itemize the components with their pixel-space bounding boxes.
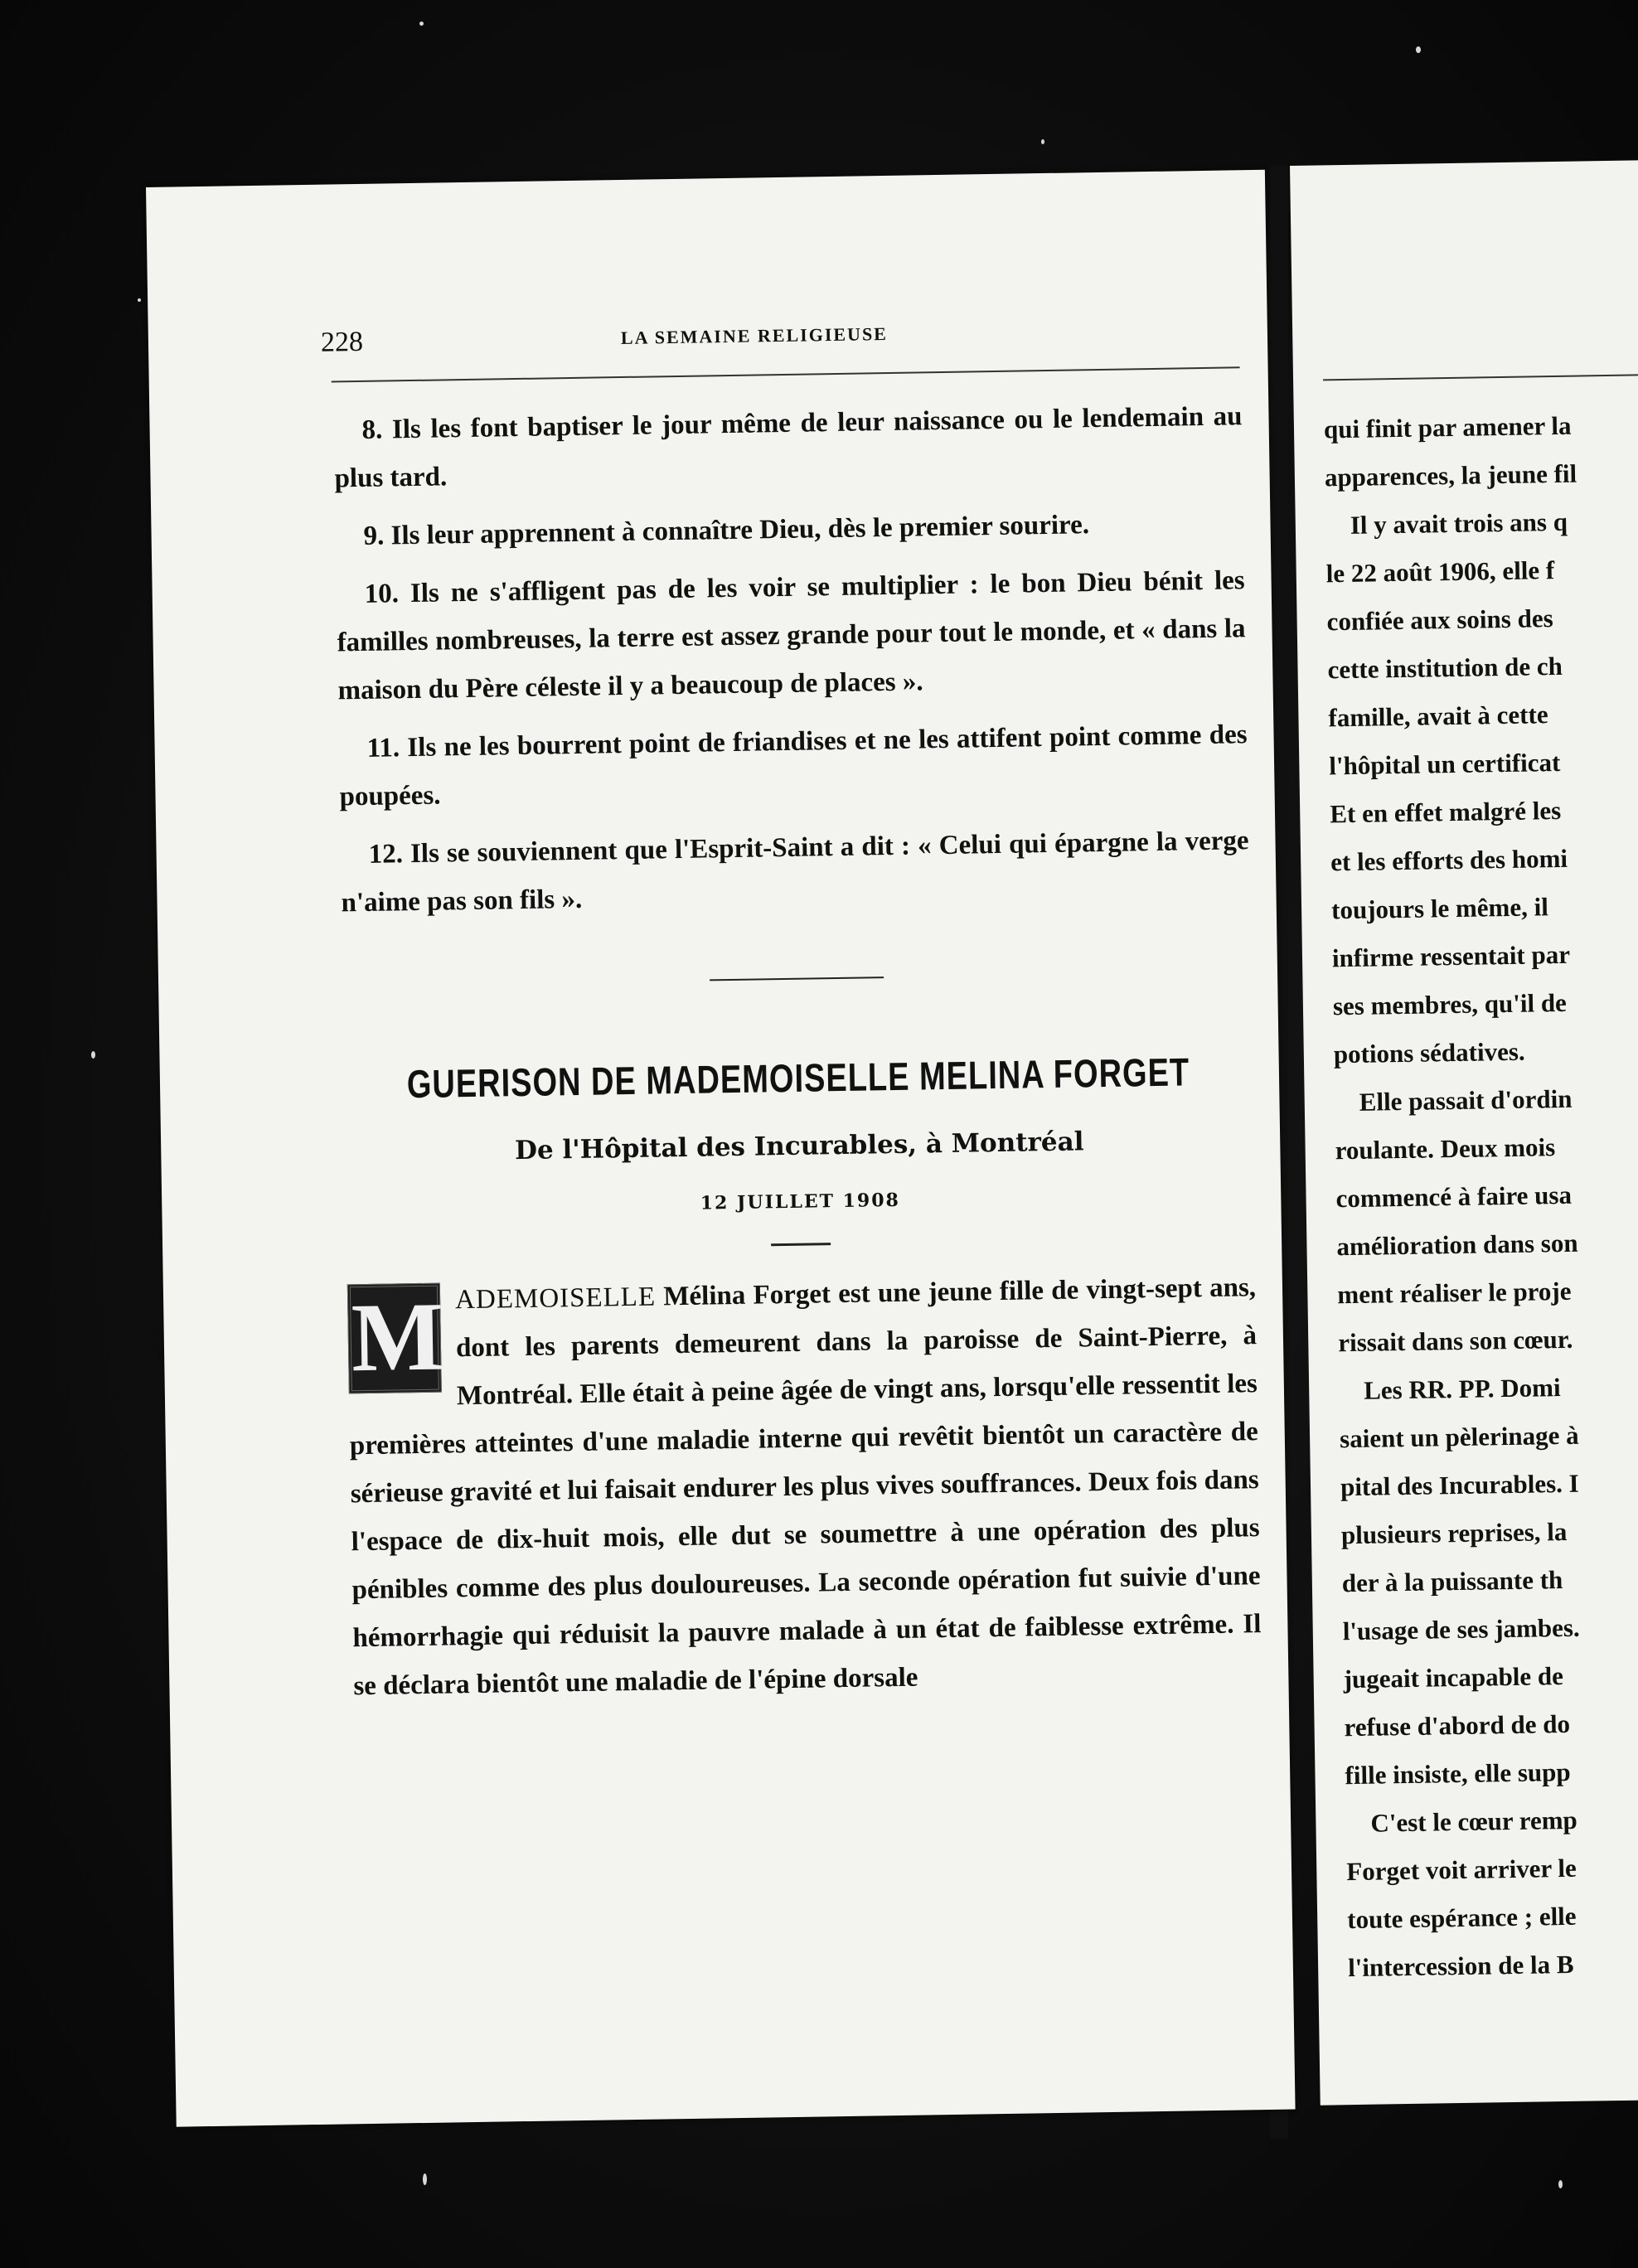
- right-page-line: et les efforts des homi: [1330, 843, 1568, 877]
- right-page-line: roulante. Deux mois: [1335, 1132, 1556, 1166]
- section-separator: [710, 976, 884, 981]
- right-page-line: l'hôpital un certificat: [1329, 747, 1561, 781]
- right-page-line: Forget voit arriver le: [1346, 1853, 1577, 1887]
- right-page-line: fille insiste, elle supp: [1345, 1757, 1571, 1791]
- right-page-line: Elle passait d'ordin: [1359, 1083, 1573, 1117]
- right-page-line: apparences, la jeune fil: [1324, 458, 1577, 492]
- dust-speck: [423, 2174, 427, 2185]
- right-page-line: Il y avait trois ans q: [1350, 506, 1568, 540]
- right-page-line: le 22 août 1906, elle f: [1325, 555, 1555, 589]
- right-page-line: jugeait incapable de: [1343, 1661, 1564, 1694]
- numbered-item-11: 11. Ils ne les bourrent point de friandises et ne les attifent point comme des poupées.: [339, 720, 1248, 812]
- right-page-line: der à la puissante th: [1341, 1565, 1563, 1598]
- right-page-line: l'intercession de la B: [1347, 1949, 1574, 1983]
- dust-speck: [138, 298, 141, 302]
- lead-word: ADEMOISELLE: [454, 1282, 657, 1316]
- dust-speck: [1558, 2180, 1563, 2188]
- numbered-item-10: 10. Ils ne s'affligent pas de les voir se multiplier : le bon Dieu bénit les familles nombreuses, la terre est assez grande pour tout le monde, et « dans la maison du Père céleste il y a beaucoup de places ».: [337, 565, 1246, 706]
- running-head: [148, 313, 1268, 371]
- left-page-text: [333, 392, 1262, 1720]
- right-page-line: ses membres, qu'il de: [1332, 987, 1568, 1021]
- article-paragraph-text: Mélina Forget est une jeune fille de vingt-sept ans, dont les parents demeurent dans la paroisse de Saint-Pierre, à Montréal. Elle était à peine âgée de vingt ans, lorsqu'elle ressentit les premières atteintes d'une maladie interne qui revêtit bientôt un caractère de sérieuse gravité et lui faisait endurer les plus vives souffrances. Deux fois dans l'espace de dix-huit mois, elle dut se soumettre à une opération des plus pénibles comme des plus douloureuses. La seconde opération fut suivie d'une hémorrhagie qui réduisit la pauvre malade à un état de faiblesse extrême. Il se déclara bientôt une maladie de l'épine dorsale: [349, 1272, 1262, 1702]
- numbered-item-12: 12. Ils se souviennent que l'Esprit-Saint a dit : « Celui qui épargne la verge n'aime pas son fils ».: [341, 826, 1249, 918]
- journal-title: LA SEMAINE RELIGIEUSE: [620, 322, 889, 349]
- dust-speck: [1416, 46, 1421, 53]
- right-header-rule: [1323, 371, 1638, 380]
- numbered-item-9: 9. Ils leur apprennent à connaître Dieu, dès le premier sourire.: [363, 510, 1090, 551]
- right-page-line: potions sédatives.: [1333, 1036, 1525, 1069]
- left-page: [146, 170, 1296, 2127]
- article-paragraph: [347, 1263, 1262, 1710]
- dust-speck: [91, 1051, 95, 1059]
- right-page-line: C'est le cœur remp: [1370, 1805, 1578, 1838]
- right-page-line: famille, avait à cette: [1328, 700, 1548, 733]
- article-date: 12 JUILLET 1908: [700, 1189, 901, 1214]
- right-page-line: rissait dans son cœur.: [1338, 1324, 1573, 1358]
- right-page-line: infirme ressentait par: [1331, 939, 1571, 973]
- right-page-line: ment réaliser le proje: [1337, 1276, 1572, 1310]
- right-page-text: [1324, 395, 1638, 1992]
- dust-speck: [1041, 139, 1044, 144]
- header-rule: [332, 366, 1240, 382]
- right-page-line: qui finit par amener la: [1323, 410, 1572, 444]
- page-number: 228: [320, 326, 364, 358]
- right-page-line: Et en effet malgré les: [1330, 795, 1562, 829]
- article-title: GUERISON DE MADEMOISELLE MELINA FORGET: [406, 1051, 1190, 1107]
- right-page-line: Les RR. PP. Domi: [1363, 1373, 1561, 1405]
- dust-speck: [419, 22, 424, 26]
- article-subtitle: De l'Hôpital des Incurables, à Montréal: [514, 1127, 1084, 1166]
- numbered-item-8: 8. Ils les font baptiser le jour même de leur naissance ou le lendemain au plus tard.: [334, 401, 1243, 494]
- short-separator: [771, 1243, 831, 1246]
- right-page-line: amélioration dans son: [1336, 1228, 1578, 1262]
- right-page-line: plusieurs reprises, la: [1340, 1516, 1568, 1550]
- right-page-line: confiée aux soins des: [1326, 603, 1553, 637]
- right-page-line: saient un pèlerinage à: [1339, 1420, 1579, 1454]
- drop-cap: M: [347, 1283, 442, 1394]
- right-page-line: refuse d'abord de do: [1344, 1708, 1571, 1742]
- right-page-line: toujours le même, il: [1330, 892, 1549, 925]
- right-page-line: toute espérance ; elle: [1346, 1901, 1577, 1935]
- right-page-line: cette institution de ch: [1327, 651, 1563, 685]
- right-page-line: commencé à faire usa: [1335, 1180, 1573, 1214]
- right-page: [1290, 159, 1638, 2106]
- right-page-line: l'usage de ses jambes.: [1342, 1612, 1580, 1646]
- right-page-line: pital des Incurables. I: [1340, 1468, 1579, 1502]
